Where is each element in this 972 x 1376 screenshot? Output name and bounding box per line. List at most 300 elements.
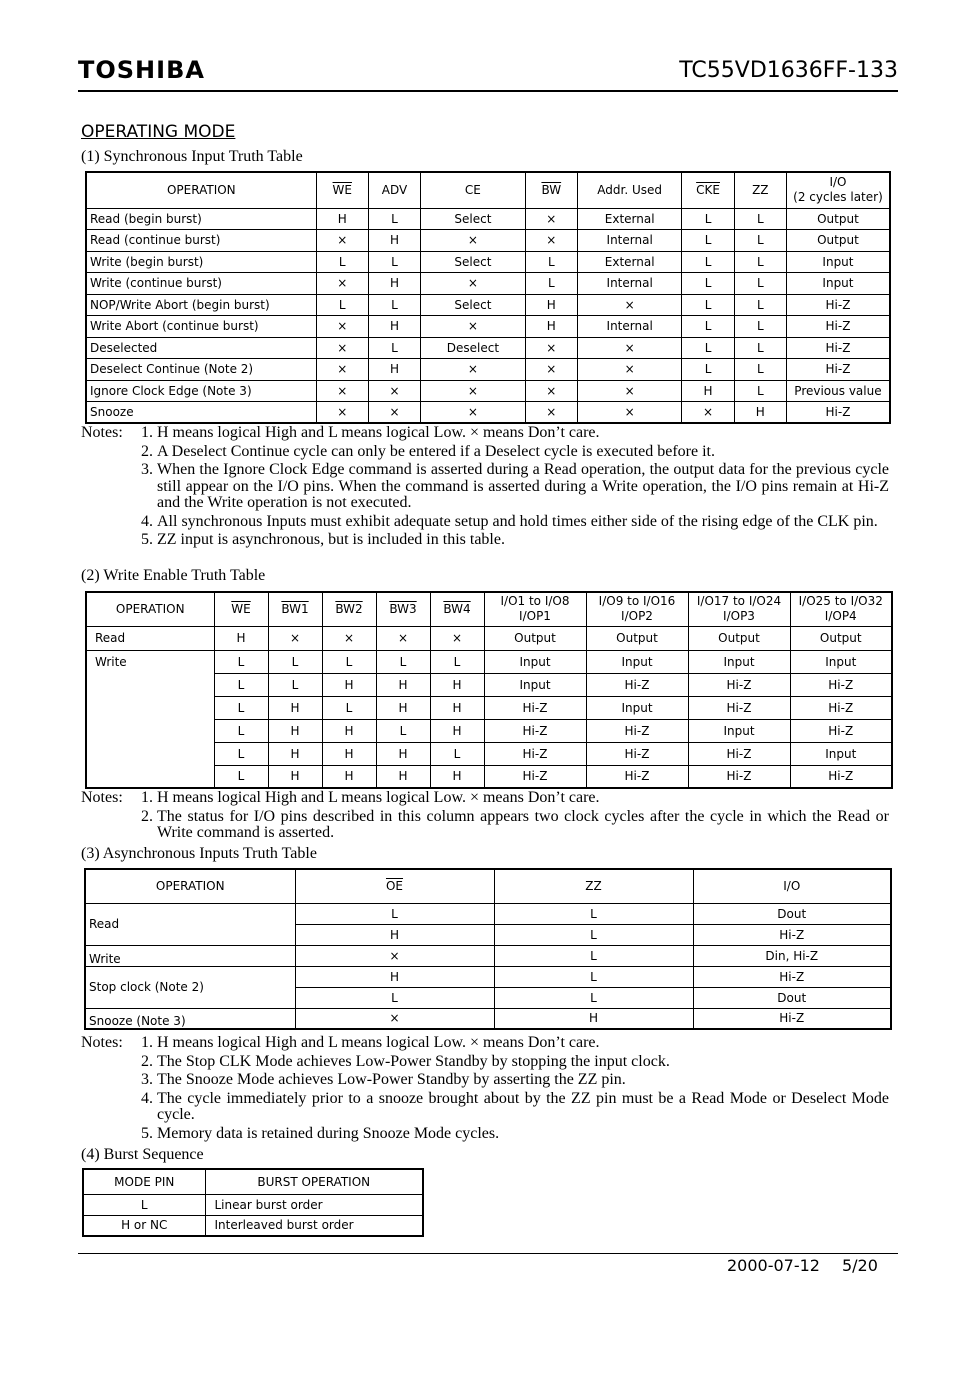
operation-cell: Write Abort (continue burst) bbox=[86, 316, 316, 338]
table-cell: H bbox=[316, 208, 368, 230]
table-cell: L bbox=[494, 987, 693, 1008]
operation-cell: Read (continue burst) bbox=[86, 230, 316, 252]
table-cell: L bbox=[682, 294, 734, 316]
table-cell: × bbox=[322, 626, 376, 650]
note-item bbox=[81, 1091, 889, 1124]
table-cell: × bbox=[421, 273, 526, 295]
table-cell: H bbox=[376, 765, 430, 788]
table-cell: Previous value bbox=[786, 380, 890, 402]
table-cell: Hi-Z bbox=[586, 719, 688, 742]
operation-cell: Write (begin burst) bbox=[86, 251, 316, 273]
col-header-sub: I/OP4 bbox=[824, 609, 857, 624]
table-cell: H bbox=[268, 765, 322, 788]
col-header-sub: I/OP2 bbox=[621, 609, 653, 624]
table-cell: L bbox=[268, 673, 322, 696]
table-cell: × bbox=[430, 626, 484, 650]
col-header: BURST OPERATION bbox=[205, 1169, 423, 1194]
operation-cell: Read (begin burst) bbox=[86, 208, 316, 230]
table-cell: × bbox=[295, 1008, 494, 1029]
col-header: I/O25 to I/O32 bbox=[798, 594, 883, 609]
table-cell: L bbox=[376, 650, 430, 673]
page-number: 5/20 bbox=[841, 1256, 878, 1275]
table-cell: L bbox=[682, 337, 734, 359]
table-cell: × bbox=[421, 402, 526, 424]
table-cell: L bbox=[430, 650, 484, 673]
table-cell: Hi-Z bbox=[484, 742, 586, 765]
operation-cell: Read bbox=[86, 626, 214, 650]
table2-caption: (2) Write Enable Truth Table bbox=[81, 567, 266, 584]
table-cell: Hi-Z bbox=[688, 673, 790, 696]
table-cell: L bbox=[734, 230, 786, 252]
col-header: $\overline{WE}$ bbox=[332, 183, 352, 198]
table-cell: L bbox=[682, 251, 734, 273]
table-cell: Hi-Z bbox=[786, 316, 890, 338]
table-row bbox=[86, 402, 890, 424]
table-cell: Hi-Z bbox=[693, 1008, 891, 1029]
table-cell: H bbox=[430, 765, 484, 788]
table-cell: Hi-Z bbox=[693, 966, 891, 987]
table-row bbox=[85, 903, 891, 924]
table-cell: × bbox=[268, 626, 322, 650]
table-cell: L bbox=[295, 987, 494, 1008]
notes-label bbox=[81, 1091, 133, 1124]
note-text: The cycle immediately prior to a snooze brought about by the ZZ pin must be a Read Mode or Deselect Mode cycle. bbox=[157, 1089, 889, 1123]
col-header: I/O1 to I/O8 bbox=[500, 594, 570, 609]
col-header: Addr. Used bbox=[577, 172, 682, 208]
table-cell: L bbox=[682, 208, 734, 230]
col-header: OPERATION bbox=[86, 172, 316, 208]
table-cell: H bbox=[268, 742, 322, 765]
table-row bbox=[86, 650, 892, 673]
sync-input-truth-table bbox=[85, 171, 891, 424]
table-cell: × bbox=[577, 337, 682, 359]
table-cell: Input bbox=[786, 251, 890, 273]
table-cell: Hi-Z bbox=[688, 696, 790, 719]
table-cell: Output bbox=[688, 626, 790, 650]
note-number: 4. bbox=[141, 512, 153, 530]
table-row bbox=[83, 1215, 423, 1236]
table-header-row bbox=[86, 592, 892, 626]
operation-cell: Write (continue burst) bbox=[86, 273, 316, 295]
table-cell: × bbox=[525, 337, 577, 359]
table-cell: H bbox=[682, 380, 734, 402]
operation-cell: Read bbox=[85, 903, 295, 945]
table-cell: L bbox=[322, 650, 376, 673]
col-header: CE bbox=[421, 172, 526, 208]
table-header-row bbox=[86, 172, 890, 208]
table-cell: H bbox=[368, 359, 420, 381]
table-cell: L bbox=[316, 251, 368, 273]
table-cell: L bbox=[214, 696, 268, 719]
table-cell: Output bbox=[786, 208, 890, 230]
table-cell: L bbox=[322, 696, 376, 719]
operation-cell: Deselected bbox=[86, 337, 316, 359]
async-input-truth-table bbox=[84, 868, 892, 1030]
table-row bbox=[85, 966, 891, 987]
table3-caption: (3) Asynchronous Inputs Truth Table bbox=[81, 845, 317, 862]
table-cell: Hi-Z bbox=[786, 337, 890, 359]
table-row bbox=[85, 945, 891, 966]
table-cell: Input bbox=[586, 696, 688, 719]
note-item bbox=[81, 462, 889, 512]
table-cell: Output bbox=[790, 626, 892, 650]
table-cell: × bbox=[376, 626, 430, 650]
table-cell: H bbox=[525, 316, 577, 338]
note-text: Memory data is retained during Snooze Mode cycles. bbox=[157, 1124, 500, 1142]
table-cell: H or NC bbox=[83, 1215, 205, 1236]
table-cell: Linear burst order bbox=[205, 1194, 423, 1215]
col-header-sub: I/OP1 bbox=[519, 609, 551, 624]
table-row bbox=[86, 316, 890, 338]
table-cell: L bbox=[734, 359, 786, 381]
table-cell: L bbox=[368, 208, 420, 230]
col-header: ZZ bbox=[494, 869, 693, 903]
table-row bbox=[86, 230, 890, 252]
table-row bbox=[86, 380, 890, 402]
table-cell: L bbox=[682, 273, 734, 295]
table-cell: L bbox=[525, 251, 577, 273]
table-cell: Select bbox=[421, 208, 526, 230]
table-cell: Hi-Z bbox=[786, 294, 890, 316]
note-text: All synchronous Inputs must exhibit adequate setup and hold times either side of the rising edge of the CLK pin. bbox=[157, 512, 878, 530]
notes-label bbox=[81, 444, 133, 461]
table-cell: Internal bbox=[577, 316, 682, 338]
table-cell: L bbox=[214, 742, 268, 765]
table-cell: L bbox=[494, 903, 693, 924]
table-row bbox=[86, 208, 890, 230]
table2-notes bbox=[81, 790, 889, 844]
col-header: ADV bbox=[368, 172, 420, 208]
table-cell: Hi-Z bbox=[790, 696, 892, 719]
table4-caption: (4) Burst Sequence bbox=[81, 1146, 204, 1163]
table-cell: L bbox=[214, 765, 268, 788]
table-cell: Hi-Z bbox=[484, 719, 586, 742]
table-cell: L bbox=[368, 337, 420, 359]
note-text: The Snooze Mode achieves Low-Power Standby by asserting the ZZ pin. bbox=[157, 1071, 626, 1088]
table-cell: Hi-Z bbox=[790, 719, 892, 742]
table-cell: H bbox=[214, 626, 268, 650]
table-cell: × bbox=[682, 402, 734, 424]
operation-cell: Snooze (Note 3) bbox=[85, 1008, 295, 1029]
table-cell: × bbox=[295, 945, 494, 966]
company-logo: TOSHIBA bbox=[78, 56, 205, 84]
table-cell: H bbox=[734, 402, 786, 424]
note-number: 2. bbox=[141, 442, 153, 460]
part-number: TC55VD1636FF-133 bbox=[679, 58, 898, 83]
table-cell: H bbox=[376, 742, 430, 765]
col-header: I/O17 to I/O24 bbox=[696, 594, 782, 609]
note-text: The status for I/O pins described in this column appears two clock cycles after the cycle in which the Read or Write command is asserted. bbox=[157, 807, 889, 841]
note-text: H means logical High and L means logical Low. × means Don’t care. bbox=[157, 789, 600, 806]
table-cell: H bbox=[376, 696, 430, 719]
table-cell: L bbox=[214, 650, 268, 673]
table-cell: Dout bbox=[693, 903, 891, 924]
table-cell: × bbox=[525, 359, 577, 381]
table-row bbox=[86, 359, 890, 381]
table-cell: L bbox=[525, 273, 577, 295]
table-cell: H bbox=[368, 316, 420, 338]
table-cell: Hi-Z bbox=[790, 673, 892, 696]
col-header: MODE PIN bbox=[83, 1169, 205, 1194]
notes-label: Notes: bbox=[81, 424, 123, 441]
table-cell: L bbox=[682, 230, 734, 252]
notes-label: Notes: bbox=[81, 1034, 123, 1051]
table-cell: L bbox=[376, 719, 430, 742]
table-cell: L bbox=[430, 742, 484, 765]
operation-cell: Deselect Continue (Note 2) bbox=[86, 359, 316, 381]
table-cell: H bbox=[368, 230, 420, 252]
table1-notes bbox=[81, 425, 889, 551]
table-cell: × bbox=[316, 273, 368, 295]
table-cell: Input bbox=[586, 650, 688, 673]
table-cell: Deselect bbox=[421, 337, 526, 359]
table1-caption: (1) Synchronous Input Truth Table bbox=[81, 148, 303, 165]
table-cell: Input bbox=[790, 742, 892, 765]
table-cell: × bbox=[577, 380, 682, 402]
burst-sequence-table bbox=[82, 1168, 424, 1237]
table-cell: L bbox=[295, 903, 494, 924]
section-title: OPERATING MODE bbox=[81, 122, 236, 142]
table-cell: Input bbox=[790, 650, 892, 673]
col-header: $\overline{WE}$ bbox=[231, 602, 251, 617]
note-number: 1. bbox=[141, 789, 153, 806]
table-cell: × bbox=[316, 337, 368, 359]
table-header-row bbox=[85, 869, 891, 903]
table-cell: L bbox=[682, 359, 734, 381]
table-cell: External bbox=[577, 208, 682, 230]
page-footer bbox=[727, 1256, 878, 1275]
notes-label bbox=[81, 1072, 133, 1089]
table-cell: Internal bbox=[577, 230, 682, 252]
table-cell: Hi-Z bbox=[586, 765, 688, 788]
table-cell: Interleaved burst order bbox=[205, 1215, 423, 1236]
table-cell: Output bbox=[586, 626, 688, 650]
table-cell: Input bbox=[786, 273, 890, 295]
col-header-sub: I/OP3 bbox=[723, 609, 755, 624]
table-cell: Internal bbox=[577, 273, 682, 295]
col-header: BW2 bbox=[335, 602, 363, 617]
table-cell: Hi-Z bbox=[786, 359, 890, 381]
table-cell: Input bbox=[688, 650, 790, 673]
operation-cell: Snooze bbox=[86, 402, 316, 424]
table-cell: L bbox=[734, 380, 786, 402]
table-row bbox=[85, 1008, 891, 1029]
table-cell: H bbox=[430, 719, 484, 742]
note-number: 3. bbox=[141, 461, 153, 478]
notes-label bbox=[81, 1054, 133, 1071]
table-cell: Input bbox=[688, 719, 790, 742]
note-number: 1. bbox=[141, 424, 153, 441]
table-cell: L bbox=[316, 294, 368, 316]
table-cell: Input bbox=[484, 650, 586, 673]
table-cell: H bbox=[494, 1008, 693, 1029]
table-cell: × bbox=[525, 402, 577, 424]
table-cell: × bbox=[421, 380, 526, 402]
table-cell: Hi-Z bbox=[693, 924, 891, 945]
table-cell: H bbox=[322, 719, 376, 742]
footer-date: 2000-07-12 bbox=[727, 1256, 820, 1275]
table-row bbox=[86, 337, 890, 359]
notes-label bbox=[81, 809, 133, 842]
note-number: 4. bbox=[141, 1089, 153, 1107]
notes-label bbox=[81, 462, 133, 512]
notes-label: Notes: bbox=[81, 789, 123, 806]
note-item bbox=[81, 532, 889, 549]
table-cell: Output bbox=[786, 230, 890, 252]
table-cell: L bbox=[734, 294, 786, 316]
note-item bbox=[81, 809, 889, 842]
col-header: BW4 bbox=[443, 602, 471, 617]
table-cell: L bbox=[214, 673, 268, 696]
table-cell: L bbox=[268, 650, 322, 673]
table-cell: × bbox=[525, 230, 577, 252]
operation-cell: Write bbox=[85, 945, 295, 966]
table-cell: Hi-Z bbox=[688, 765, 790, 788]
note-item bbox=[81, 425, 889, 442]
table-cell: × bbox=[421, 359, 526, 381]
table-cell: × bbox=[421, 316, 526, 338]
table3-notes bbox=[81, 1035, 889, 1144]
table-cell: × bbox=[577, 359, 682, 381]
table-cell: Select bbox=[421, 294, 526, 316]
table-cell: H bbox=[368, 273, 420, 295]
table-cell: L bbox=[734, 251, 786, 273]
table-cell: L bbox=[682, 316, 734, 338]
notes-label bbox=[81, 514, 133, 531]
table-cell: H bbox=[376, 673, 430, 696]
table-row bbox=[86, 251, 890, 273]
note-item bbox=[81, 1054, 889, 1071]
col-header: BW1 bbox=[281, 602, 309, 617]
page-header bbox=[78, 56, 898, 92]
table-cell: × bbox=[316, 230, 368, 252]
note-text: A Deselect Continue cycle can only be entered if a Deselect cycle is executed before it. bbox=[157, 442, 715, 460]
table-cell: Output bbox=[484, 626, 586, 650]
table-cell: Hi-Z bbox=[484, 765, 586, 788]
table-cell: Hi-Z bbox=[790, 765, 892, 788]
note-text: When the Ignore Clock Edge command is asserted during a Read operation, the output data for the previous cycle still appear on the I/O pins. When the command is asserted during a Write operation, the I/O pins remain at Hi-Z and the Write operation is not executed. bbox=[157, 461, 889, 511]
write-enable-truth-table bbox=[85, 591, 893, 789]
table-cell: Hi-Z bbox=[688, 742, 790, 765]
table-cell: × bbox=[525, 380, 577, 402]
table-cell: H bbox=[322, 673, 376, 696]
table-cell: Hi-Z bbox=[484, 696, 586, 719]
table-row bbox=[83, 1194, 423, 1215]
col-header: OPERATION bbox=[86, 592, 214, 626]
notes-label bbox=[81, 532, 133, 549]
col-header: I/O bbox=[693, 869, 891, 903]
table-cell: × bbox=[316, 402, 368, 424]
table-cell: × bbox=[316, 316, 368, 338]
table-cell: L bbox=[734, 273, 786, 295]
table-cell: Select bbox=[421, 251, 526, 273]
table-header-row bbox=[83, 1169, 423, 1194]
table-cell: H bbox=[322, 765, 376, 788]
table-cell: H bbox=[268, 696, 322, 719]
col-header: BW3 bbox=[389, 602, 417, 617]
table-cell: L bbox=[734, 316, 786, 338]
col-header: I/O bbox=[829, 175, 847, 190]
table-cell: × bbox=[316, 359, 368, 381]
table-row bbox=[86, 626, 892, 650]
note-text: ZZ input is asynchronous, but is included in this table. bbox=[157, 531, 505, 548]
note-item bbox=[81, 790, 889, 807]
table-cell: × bbox=[577, 402, 682, 424]
col-header: $\overline{OE}$ bbox=[385, 879, 404, 894]
col-header: I/O9 to I/O16 bbox=[598, 594, 676, 609]
notes-label bbox=[81, 1126, 133, 1143]
footer-divider bbox=[78, 1253, 898, 1254]
table-cell: × bbox=[421, 230, 526, 252]
operation-cell: Write bbox=[86, 650, 214, 788]
table-cell: H bbox=[295, 966, 494, 987]
col-header: ZZ bbox=[734, 172, 786, 208]
note-item bbox=[81, 1072, 889, 1089]
table-cell: × bbox=[577, 294, 682, 316]
table-cell: H bbox=[322, 742, 376, 765]
table-cell: L bbox=[368, 294, 420, 316]
note-number: 2. bbox=[141, 1052, 153, 1070]
operation-cell: NOP/Write Abort (begin burst) bbox=[86, 294, 316, 316]
note-text: H means logical High and L means logical Low. × means Don’t care. bbox=[157, 1034, 600, 1051]
table-cell: H bbox=[295, 924, 494, 945]
note-item bbox=[81, 514, 889, 531]
table-cell: L bbox=[494, 966, 693, 987]
table-cell: H bbox=[525, 294, 577, 316]
note-item bbox=[81, 444, 889, 461]
table-cell: H bbox=[268, 719, 322, 742]
table-cell: L bbox=[734, 208, 786, 230]
table-cell: Hi-Z bbox=[786, 402, 890, 424]
note-number: 5. bbox=[141, 1124, 153, 1142]
table-cell: Dout bbox=[693, 987, 891, 1008]
note-text: H means logical High and L means logical Low. × means Don’t care. bbox=[157, 424, 600, 441]
table-cell: L bbox=[734, 337, 786, 359]
note-item bbox=[81, 1126, 889, 1143]
table-cell: L bbox=[494, 945, 693, 966]
table-cell: Hi-Z bbox=[586, 673, 688, 696]
table-cell: L bbox=[214, 719, 268, 742]
note-text: The Stop CLK Mode achieves Low-Power Standby by stopping the input clock. bbox=[157, 1052, 670, 1070]
operation-cell: Ignore Clock Edge (Note 3) bbox=[86, 380, 316, 402]
table-row bbox=[86, 294, 890, 316]
table-cell: × bbox=[368, 402, 420, 424]
table-cell: H bbox=[430, 696, 484, 719]
note-number: 5. bbox=[141, 531, 153, 548]
table-cell: Hi-Z bbox=[586, 742, 688, 765]
table-cell: L bbox=[494, 924, 693, 945]
note-item bbox=[81, 1035, 889, 1052]
col-header: OPERATION bbox=[85, 869, 295, 903]
note-number: 2. bbox=[141, 807, 153, 825]
col-header: $\overline{CKE}$ bbox=[696, 183, 720, 198]
table-cell: × bbox=[368, 380, 420, 402]
table-cell: Din, Hi-Z bbox=[693, 945, 891, 966]
col-header-sub: (2 cycles later) bbox=[793, 190, 883, 205]
table-cell: Input bbox=[484, 673, 586, 696]
col-header: $\overline{BW}$ bbox=[541, 183, 562, 198]
operation-cell: Stop clock (Note 2) bbox=[85, 966, 295, 1008]
note-number: 1. bbox=[141, 1034, 153, 1051]
table-cell: External bbox=[577, 251, 682, 273]
table-cell: L bbox=[83, 1194, 205, 1215]
table-cell: × bbox=[525, 208, 577, 230]
table-cell: H bbox=[430, 673, 484, 696]
table-cell: × bbox=[316, 380, 368, 402]
table-row bbox=[86, 273, 890, 295]
note-number: 3. bbox=[141, 1071, 153, 1088]
table-cell: L bbox=[368, 251, 420, 273]
